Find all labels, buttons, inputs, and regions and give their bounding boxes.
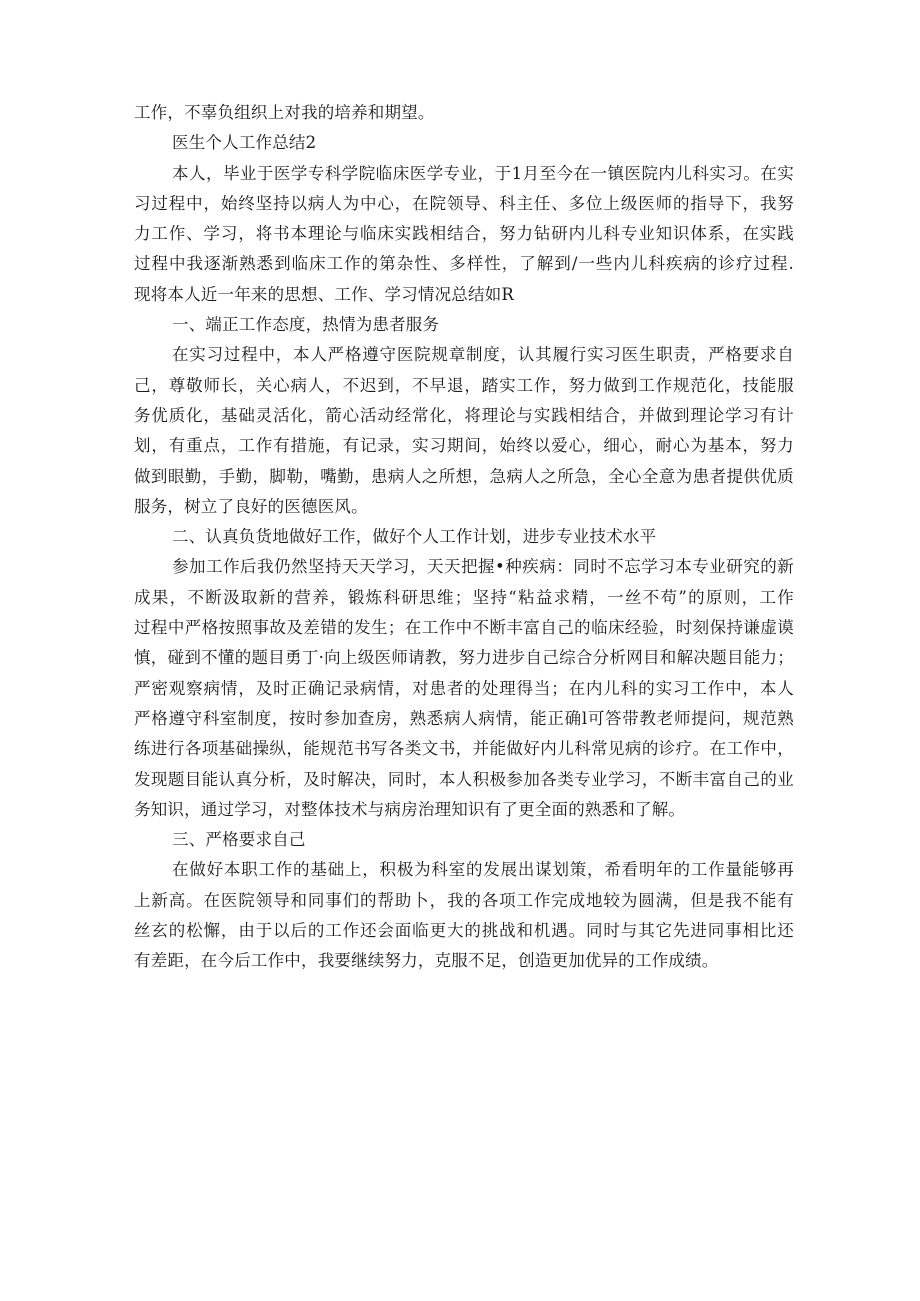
- text-line: 己，尊敬师长，关心病人，不迟到，不早退，踏实工作，努力做到工作规范化，技能服: [134, 375, 794, 395]
- text-line: 严格遵守科室制度，按时参加查房，熟悉病人病情，能正确l可答带教老师提问，规范熟: [134, 708, 794, 728]
- text-line: 成果，不断汲取新的营养，锻炼科研思维；坚持“粘益求精，一丝不苟”的原则，工作: [134, 587, 794, 607]
- text-line: 本人，毕业于医学专科学院临床医学专业，于1月至今在一镇医院内儿科实习。在实: [172, 163, 794, 183]
- text-line: 发现题目能认真分析，及时解决，同时，本人积极参加各类专业学习，不断丰富自己的业: [134, 769, 794, 789]
- paragraph: [134, 855, 794, 976]
- text-line: 工作，不辜负组织上对我的培养和期望。: [134, 103, 435, 122]
- section-heading: [134, 310, 794, 340]
- text-line: 丝玄的松懈，由于以后的工作还会面临更大的挑战和机遇。同时与其它先进同事相比还: [134, 921, 794, 941]
- text-line: 力工作、学习，将书本理论与临床实践相结合，努力钻研内儿科专业知识体系，在实践: [134, 224, 794, 244]
- text-line: 现将本人近一年来的思想、工作、学习情况总结如R: [134, 284, 515, 304]
- text-line: 习过程中，始终坚持以病人为中心，在院领导、科主任、多位上级医师的指导下，我努: [134, 193, 794, 213]
- paragraph: [134, 159, 794, 310]
- document-title: [134, 128, 794, 158]
- text-line: 参加工作后我仍然坚持天天学习，天天把握•种疾病：同时不忘学习本专业研究的新: [172, 557, 794, 577]
- text-line: 服务，树立了良好的医德医风。: [134, 496, 368, 516]
- paragraph: [134, 98, 794, 128]
- text-line: 有差距，在今后工作中，我要继续努力，克服不足，创造更加优异的工作成绩。: [134, 951, 719, 971]
- paragraph: [134, 552, 794, 825]
- paragraph: [134, 340, 794, 522]
- text-line: 务知识，通过学习，对整体技术与病房治理知识有了更全面的熟悉和了解。: [134, 799, 686, 819]
- section-heading: [134, 825, 794, 855]
- text-line: 在做好本职工作的基础上，积极为科室的发展出谋划策，希看明年的工作量能够再: [172, 860, 794, 880]
- text-line: 做到眼勤，手勤，脚勒，嘴勤，患病人之所想，急病人之所急，全心全意为患者提供优质: [134, 466, 794, 486]
- document-body: [134, 98, 794, 977]
- text-line: 务优质化，基础灵活化，箭心活动经常化，将理论与实践相结合，并做到理论学习有计: [134, 405, 794, 425]
- text-line: 上新高。在医院领导和同事们的帮助卜，我的各项工作完成地较为圆满，但是我不能有: [134, 890, 794, 910]
- text-line: 过程中我逐渐熟悉到临床工作的第杂性、多样性，了解到/一些内儿科疾病的诊疗过程.: [134, 254, 794, 274]
- text-line: 一、端正工作态度，热情为患者服务: [172, 315, 440, 335]
- text-line: 慎，碰到不懂的题目勇丁·向上级医师请教，努力进步自己综合分析网目和解决题目能力；: [134, 648, 794, 668]
- text-line: 在实习过程中，本人严格遵守医院规章制度，认其履行实习医生职责，严格要求自: [172, 345, 794, 365]
- section-heading: [134, 522, 794, 552]
- text-line: 严密观察病情，及时正确记录病情，对患者的处理得当；在内儿科的实习工作中，本人: [134, 678, 794, 698]
- text-line: 医生个人工作总结2: [172, 133, 317, 153]
- text-line: 练进行各项基础操纵，能规范书写各类文书，并能做好内儿科常见病的诊疗。在工作中，: [134, 739, 794, 759]
- text-line: 划，有重点，工作有措施，有记录，实习期间，始终以爱心，细心，耐心为基本，努力: [134, 436, 794, 456]
- text-line: 三、严格要求自己: [172, 830, 306, 850]
- text-line: 二、认真负货地做好工作，做好个人工作计划，进步专业技术水平: [172, 527, 657, 547]
- text-line: 过程中严格按照事故及差错的发生；在工作中不断丰富自己的临床经验，时刻保持谦虚谟: [134, 618, 794, 638]
